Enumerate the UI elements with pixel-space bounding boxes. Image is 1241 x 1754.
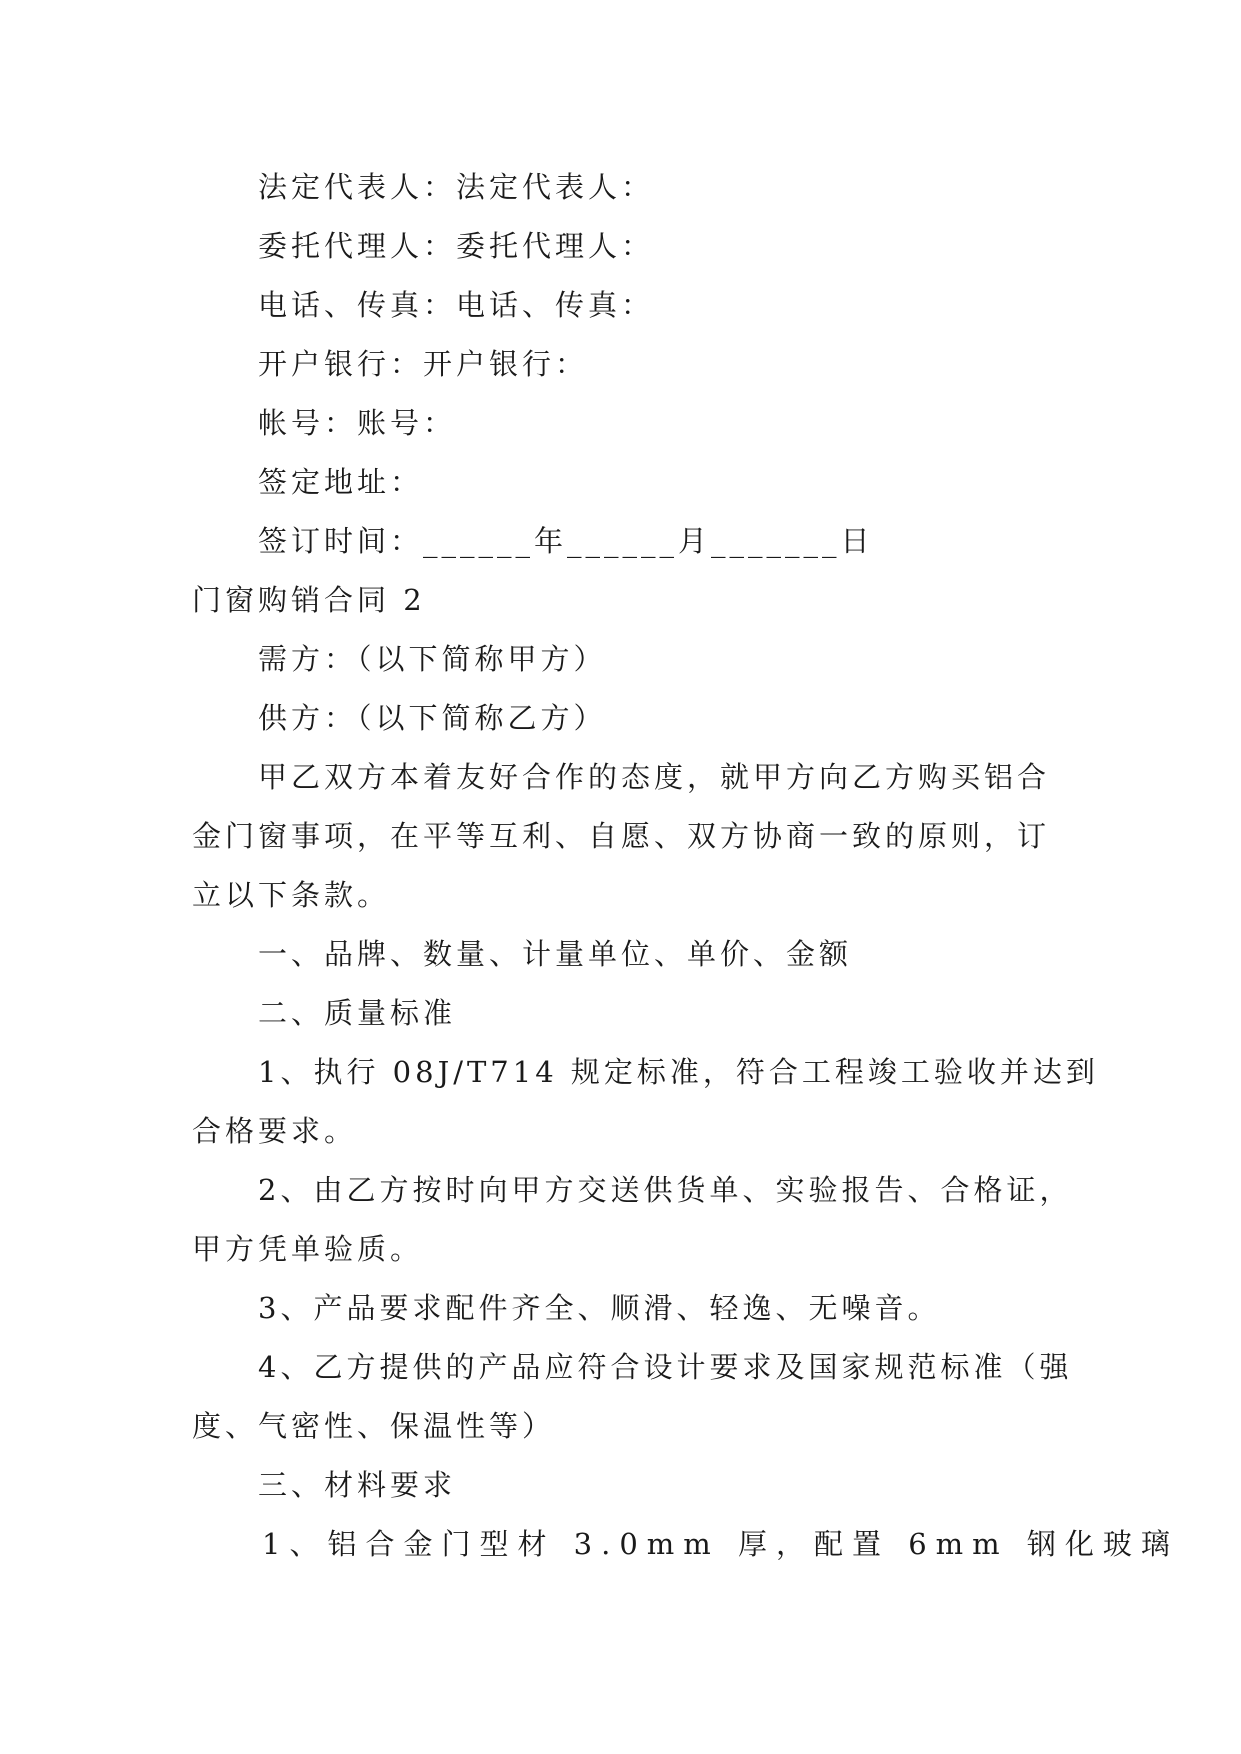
section-heading-2: 二、质量标准 bbox=[258, 996, 457, 1030]
quality-item-4-line-1: 4、乙方提供的产品应符合设计要求及国家规范标准（强 bbox=[258, 1350, 1073, 1384]
phone-fax-line: 电话、传真：电话、传真： bbox=[258, 288, 655, 322]
authorized-agent-line: 委托代理人：委托代理人： bbox=[258, 229, 655, 263]
account-line: 帐号：账号： bbox=[258, 406, 457, 440]
quality-item-3: 3、产品要求配件齐全、顺滑、轻逸、无噪音。 bbox=[258, 1291, 941, 1325]
bank-line: 开户银行：开户银行： bbox=[258, 347, 589, 381]
section-heading-1: 一、品牌、数量、计量单位、单价、金额 bbox=[258, 937, 853, 971]
material-item-1: 1、铝合金门型材 3.0mm 厚，配置 6mm 钢化玻璃 bbox=[262, 1527, 1179, 1561]
quality-item-4-line-2: 度、气密性、保温性等） bbox=[192, 1409, 556, 1443]
contract-title: 门窗购销合同 2 bbox=[192, 583, 426, 617]
quality-item-2-line-1: 2、由乙方按时向甲方交送供货单、实验报告、合格证， bbox=[258, 1173, 1073, 1207]
legal-representative-line: 法定代表人：法定代表人： bbox=[258, 170, 655, 204]
intro-paragraph-line-3: 立以下条款。 bbox=[192, 878, 391, 912]
intro-paragraph-line-1: 甲乙双方本着友好合作的态度，就甲方向乙方购买铝合 bbox=[258, 760, 1051, 794]
buyer-line: 需方：（以下简称甲方） bbox=[258, 642, 607, 676]
quality-item-1-line-2: 合格要求。 bbox=[192, 1114, 358, 1148]
section-heading-3: 三、材料要求 bbox=[258, 1468, 457, 1502]
signing-date-line: 签订时间：______年______月_______日 bbox=[258, 524, 874, 558]
supplier-line: 供方：（以下简称乙方） bbox=[258, 701, 607, 735]
quality-item-1-line-1: 1、执行 08J/T714 规定标准，符合工程竣工验收并达到 bbox=[258, 1055, 1099, 1089]
signing-address-line: 签定地址： bbox=[258, 465, 424, 499]
intro-paragraph-line-2: 金门窗事项，在平等互利、自愿、双方协商一致的原则，订 bbox=[192, 819, 1051, 853]
quality-item-2-line-2: 甲方凭单验质。 bbox=[192, 1232, 424, 1266]
